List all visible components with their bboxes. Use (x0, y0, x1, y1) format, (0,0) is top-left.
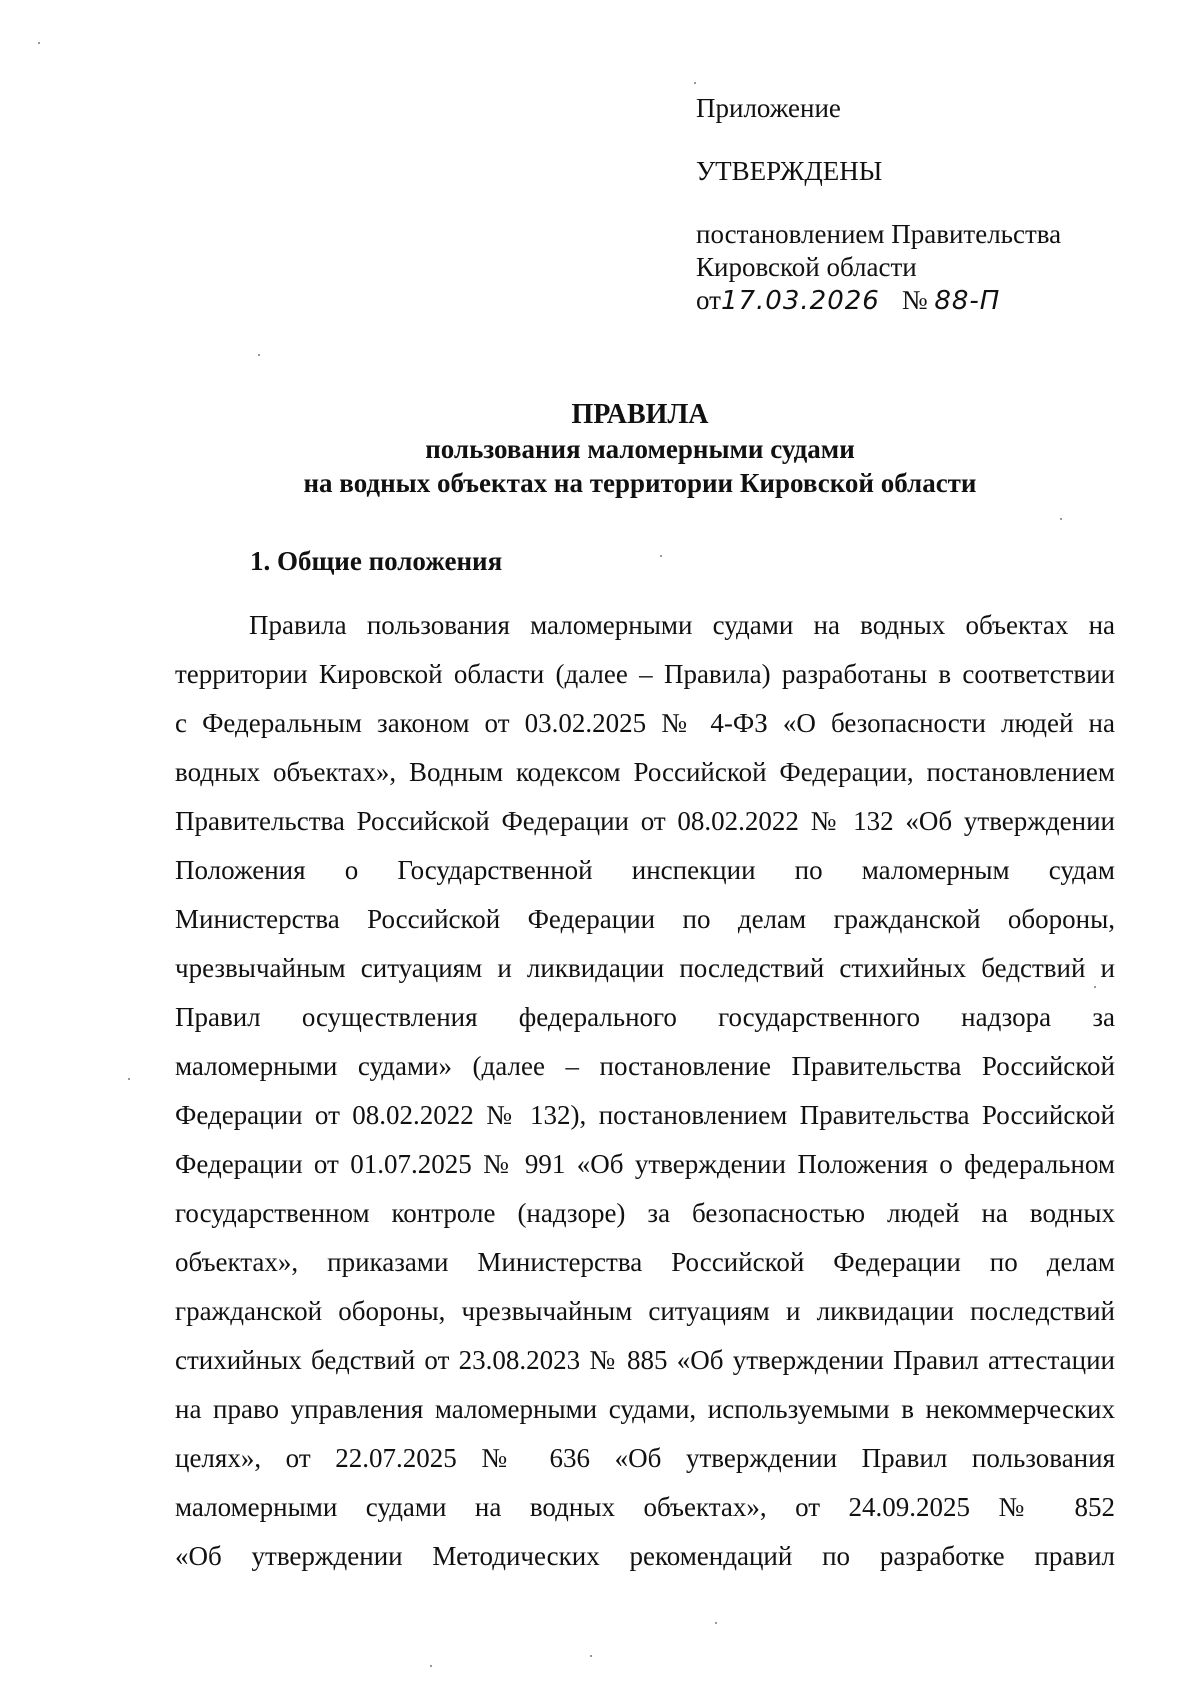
body-text-line: Правила пользования маломерными судами на водных объектах на (249, 610, 1115, 640)
decree-line-1: постановлением Правительства (696, 219, 1062, 249)
body-text-line: Положения о Государственной инспекции по маломерным судам (175, 855, 1115, 885)
document-title-block (160, 398, 1120, 500)
date-prefix: от (696, 285, 721, 315)
body-text-line: целях», от 22.07.2025 № 636 «Об утверждении Правил пользования (175, 1443, 1115, 1473)
body-text-line: Федерации от 08.02.2022 № 132), постановлением Правительства Российской (175, 1100, 1115, 1130)
handwritten-number: 88-П (934, 286, 1001, 316)
body-text-line: Правительства Российской Федерации от 08.02.2022 № 132 «Об утверждении (175, 806, 1115, 836)
body-text-line: с Федеральным законом от 03.02.2025 № 4-ФЗ «О безопасности людей на (175, 708, 1115, 738)
document-subtitle-line-1: пользования маломерными судами (425, 434, 855, 464)
body-text-line: маломерными судами» (далее – постановление Правительства Российской (175, 1051, 1115, 1081)
document-title: ПРАВИЛА (571, 399, 709, 430)
body-text-line: Министерства Российской Федерации по делам гражданской обороны, (175, 904, 1115, 934)
document-subtitle-line-2: на водных объектах на территории Кировской области (303, 468, 977, 498)
approval-block (696, 92, 1136, 318)
appendix-label: Приложение (696, 93, 841, 123)
section-heading: 1. Общие положения (250, 546, 503, 576)
body-text-line: стихийных бедствий от 23.08.2023 № 885 «Об утверждении Правил аттестации (175, 1345, 1115, 1375)
decree-line-2: Кировской области (696, 252, 917, 282)
body-text-line: маломерными судами на водных объектах», от 24.09.2025 № 852 (175, 1492, 1115, 1522)
approved-label: УТВЕРЖДЕНЫ (696, 156, 883, 186)
body-text-line: объектах», приказами Министерства Российской Федерации по делам (175, 1247, 1115, 1277)
body-text-line: гражданской обороны, чрезвычайным ситуациям и ликвидации последствий (175, 1296, 1115, 1326)
body-text-line: Федерации от 01.07.2025 № 991 «Об утверждении Положения о федеральном (175, 1149, 1115, 1179)
handwritten-date: 17.03.2026 (720, 286, 880, 316)
body-text-line: водных объектах», Водным кодексом Российской Федерации, постановлением (175, 757, 1115, 787)
body-text-line: чрезвычайным ситуациям и ликвидации последствий стихийных бедствий и (175, 953, 1115, 983)
body-text-line: на право управления маломерными судами, используемыми в некоммерческих (175, 1394, 1115, 1424)
body-text-line: «Об утверждении Методических рекомендаций по разработке правил (175, 1541, 1115, 1571)
body-text-line: государственном контроле (надзоре) за безопасностью людей на водных (175, 1198, 1115, 1228)
number-prefix: № (901, 285, 928, 315)
body-paragraph (175, 601, 1115, 1581)
body-text-line: территории Кировской области (далее – Правила) разработаны в соответствии (175, 659, 1115, 689)
decree-date-line (696, 284, 1136, 318)
body-text-line: Правил осуществления федерального государственного надзора за (175, 1002, 1115, 1032)
